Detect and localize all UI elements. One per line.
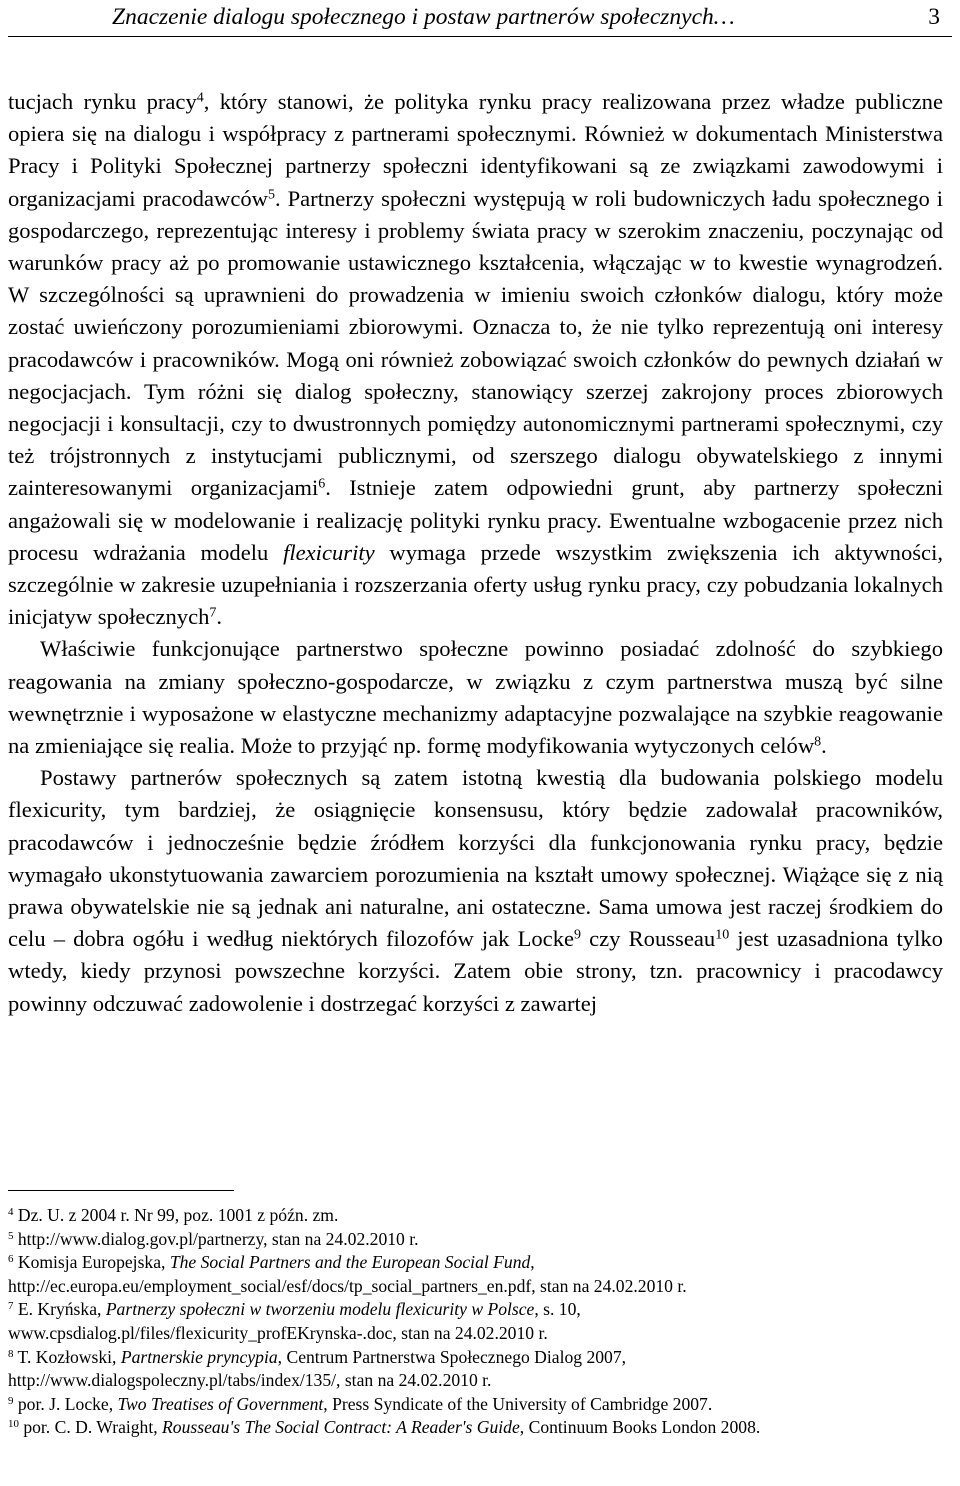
- footnote-9: [8, 1393, 948, 1417]
- footnote-text: , Press Syndicate of the University of Cambridge 2007.: [323, 1393, 713, 1414]
- footnote-url: http://www.dialogspoleczny.pl/tabs/index/135/, stan na 24.02.2010 r.: [8, 1370, 492, 1391]
- footnote-ref-10: 10: [715, 927, 730, 943]
- footnote-text: , Centrum Partnerstwa Społecznego Dialog 2007,: [277, 1346, 627, 1367]
- footnote-url: http://ec.europa.eu/employment_social/esf/docs/tp_social_partners_en.pdf, stan na 24.02.2010 r.: [8, 1275, 687, 1296]
- footnote-number: 8: [8, 1347, 14, 1360]
- text-span: tucjach rynku pracy: [8, 89, 197, 114]
- footnote-number: 10: [8, 1418, 19, 1431]
- footnote-ref-9: 9: [574, 927, 582, 943]
- footnote-title: Partnerzy społeczni w tworzeniu modelu flexicurity w Polsce: [105, 1299, 535, 1320]
- footnote-text: por. J. Locke,: [17, 1393, 118, 1414]
- footnote-number: 4: [8, 1206, 14, 1218]
- text-span: .: [821, 733, 827, 759]
- footnote-separator: [8, 1190, 234, 1191]
- text-span: Właściwie funkcjonujące partnerstwo społeczne powinno posiadać zdolność do szybkiego reagowania na zmiany społeczno-gospodarcze, w związku z czym partnerstwa muszą być silne wewnętrznie i wyposażone w elastyczne mechanizmy adaptacyjne pozwalające na szybkie reagowanie na zmieniające się realia. Może to przyjąć np. formę modyfikowania wytyczonych celów: [8, 636, 943, 759]
- text-span: wymaga przede wszystkim zwiększenia ich aktywności, szczególnie w zakresie uzupełniania i rozszerzania oferty usług rynku pracy, czy pobudzania lokalnych inicjatyw społecznych: [8, 539, 943, 630]
- footnote-10: [8, 1416, 948, 1440]
- footnote-text: http://www.dialog.gov.pl/partnerzy, stan na 24.02.2010 r.: [17, 1228, 419, 1249]
- footnote-number: 7: [8, 1300, 14, 1313]
- text-span: Postawy partnerów społecznych są zatem istotną kwestią dla budowania polskiego modelu flexicurity, tym bardziej, że osiągnięcie konsensusu, który będzie zadowalał pracowników, pracodawców i jednocześnie będzie źródłem korzyści dla funkcjonowania rynku pracy, będzie wymagało ukonstytuowania zawarciem porozumienia na kształt umowy społecznej. Wiążące się z nią prawa obywatelskie nie są jednak ani naturalne, ani ostateczne. Sama umowa jest raczej środkiem do celu – dobra ogółu i według niektórych filozofów jak Locke: [8, 765, 943, 952]
- footnote-5: [8, 1228, 948, 1252]
- footnote-8: [8, 1346, 948, 1393]
- footnote-number: 9: [8, 1394, 14, 1407]
- text-span: .: [216, 604, 223, 630]
- footnote-ref-5: 5: [267, 186, 275, 202]
- text-span: , który stanowi, że polityka rynku pracy realizowana przez władze publiczne opiera się na dialogu i współpracy z partnerami społecznymi. Również w dokumentach Ministerstwa Pracy i Polityki Społecznej partnerzy społeczni identyfikowani są ze związkami zawodowymi i organizacjami pracodawców: [8, 89, 943, 211]
- footnote-title: Rousseau's The Social Contract: A Reader's Guide: [162, 1417, 520, 1438]
- footnote-6: [8, 1251, 948, 1298]
- text-span: . Partnerzy społeczni występują w roli budowniczych ładu społecznego i gospodarczego, reprezentując interesy i problemy świata pracy w szerokim znaczeniu, poczynając od warunków pracy aż po promowanie ustawicznego kształcenia, włączając w to kwestie wynagrodzeń. W szczególności są uprawnieni do prowadzenia w imieniu swoich członków dialogu, który może zostać uwieńczony porozumieniami zbiorowymi. Oznacza to, że nie tylko reprezentują oni interesy pracodawców i pracowników. Mogą oni również zobowiązać swoich członków do pewnych działań w negocjacjach. Tym różni się dialog społeczny, stanowiący szerzej zakrojony proces zbiorowych negocjacji i konsultacji, czy to dwustronnych pomiędzy autonomicznymi partnerami społecznymi, czy też trójstronnych z instytucjami publicznymi, od szerszego dialogu obywatelskiego z innymi zainteresowanymi organizacjami: [8, 185, 943, 501]
- text-span: jest uzasadniona tylko wtedy, kiedy przynosi powszechne korzyści. Zatem obie strony, tzn. pracownicy i pracodawcy powinny odczuwać zadowolenie i dostrzegać korzyści z zawartej: [8, 926, 943, 1016]
- footnote-4: [8, 1204, 948, 1228]
- footnote-title: The Social Partners and the European Social Fund: [169, 1252, 531, 1273]
- paragraph-3: [8, 762, 943, 1020]
- footnote-title: Partnerskie pryncypia: [120, 1346, 278, 1367]
- paragraph-2: [8, 633, 943, 762]
- paragraph-1: [8, 86, 943, 633]
- footnotes: [8, 1204, 948, 1440]
- footnote-text: por. C. D. Wraight,: [23, 1417, 163, 1438]
- italic-term: flexicurity: [283, 539, 375, 565]
- footnote-7: [8, 1298, 948, 1345]
- page-number: 3: [928, 4, 940, 30]
- text-span: . Istnieje zatem odpowiedni grunt, aby partnerzy społeczni angażowali się w modelowanie i realizację polityki rynku pracy. Ewentualne wzbogacenie przez nich procesu wdrażania modelu: [8, 475, 943, 565]
- footnote-ref-4: 4: [196, 90, 204, 106]
- main-text: [8, 86, 943, 1020]
- running-header: [8, 2, 952, 37]
- text-span: czy Rousseau: [581, 926, 716, 952]
- running-title: Znaczenie dialogu społecznego i postaw partnerów społecznych…: [112, 4, 735, 30]
- footnote-text: ,: [530, 1252, 535, 1273]
- footnote-text: E. Kryńska,: [17, 1299, 106, 1320]
- footnote-number: 5: [8, 1229, 14, 1242]
- footnote-text: Komisja Europejska,: [17, 1252, 170, 1273]
- footnote-number: 6: [8, 1253, 14, 1266]
- footnote-text: Dz. U. z 2004 r. Nr 99, poz. 1001 z późn. zm.: [17, 1205, 339, 1225]
- footnote-text: , s. 10,: [534, 1299, 581, 1320]
- footnote-text: T. Kozłowski,: [17, 1346, 121, 1367]
- footnote-text: , Continuum Books London 2008.: [519, 1417, 761, 1438]
- footnote-title: Two Treatises of Government: [117, 1393, 324, 1414]
- footnote-ref-7: 7: [209, 605, 217, 621]
- footnote-ref-8: 8: [814, 734, 822, 750]
- footnote-ref-6: 6: [318, 476, 326, 492]
- footnote-url: www.cpsdialog.pl/files/flexicurity_profEKrynska-.doc, stan na 24.02.2010 r.: [8, 1322, 548, 1343]
